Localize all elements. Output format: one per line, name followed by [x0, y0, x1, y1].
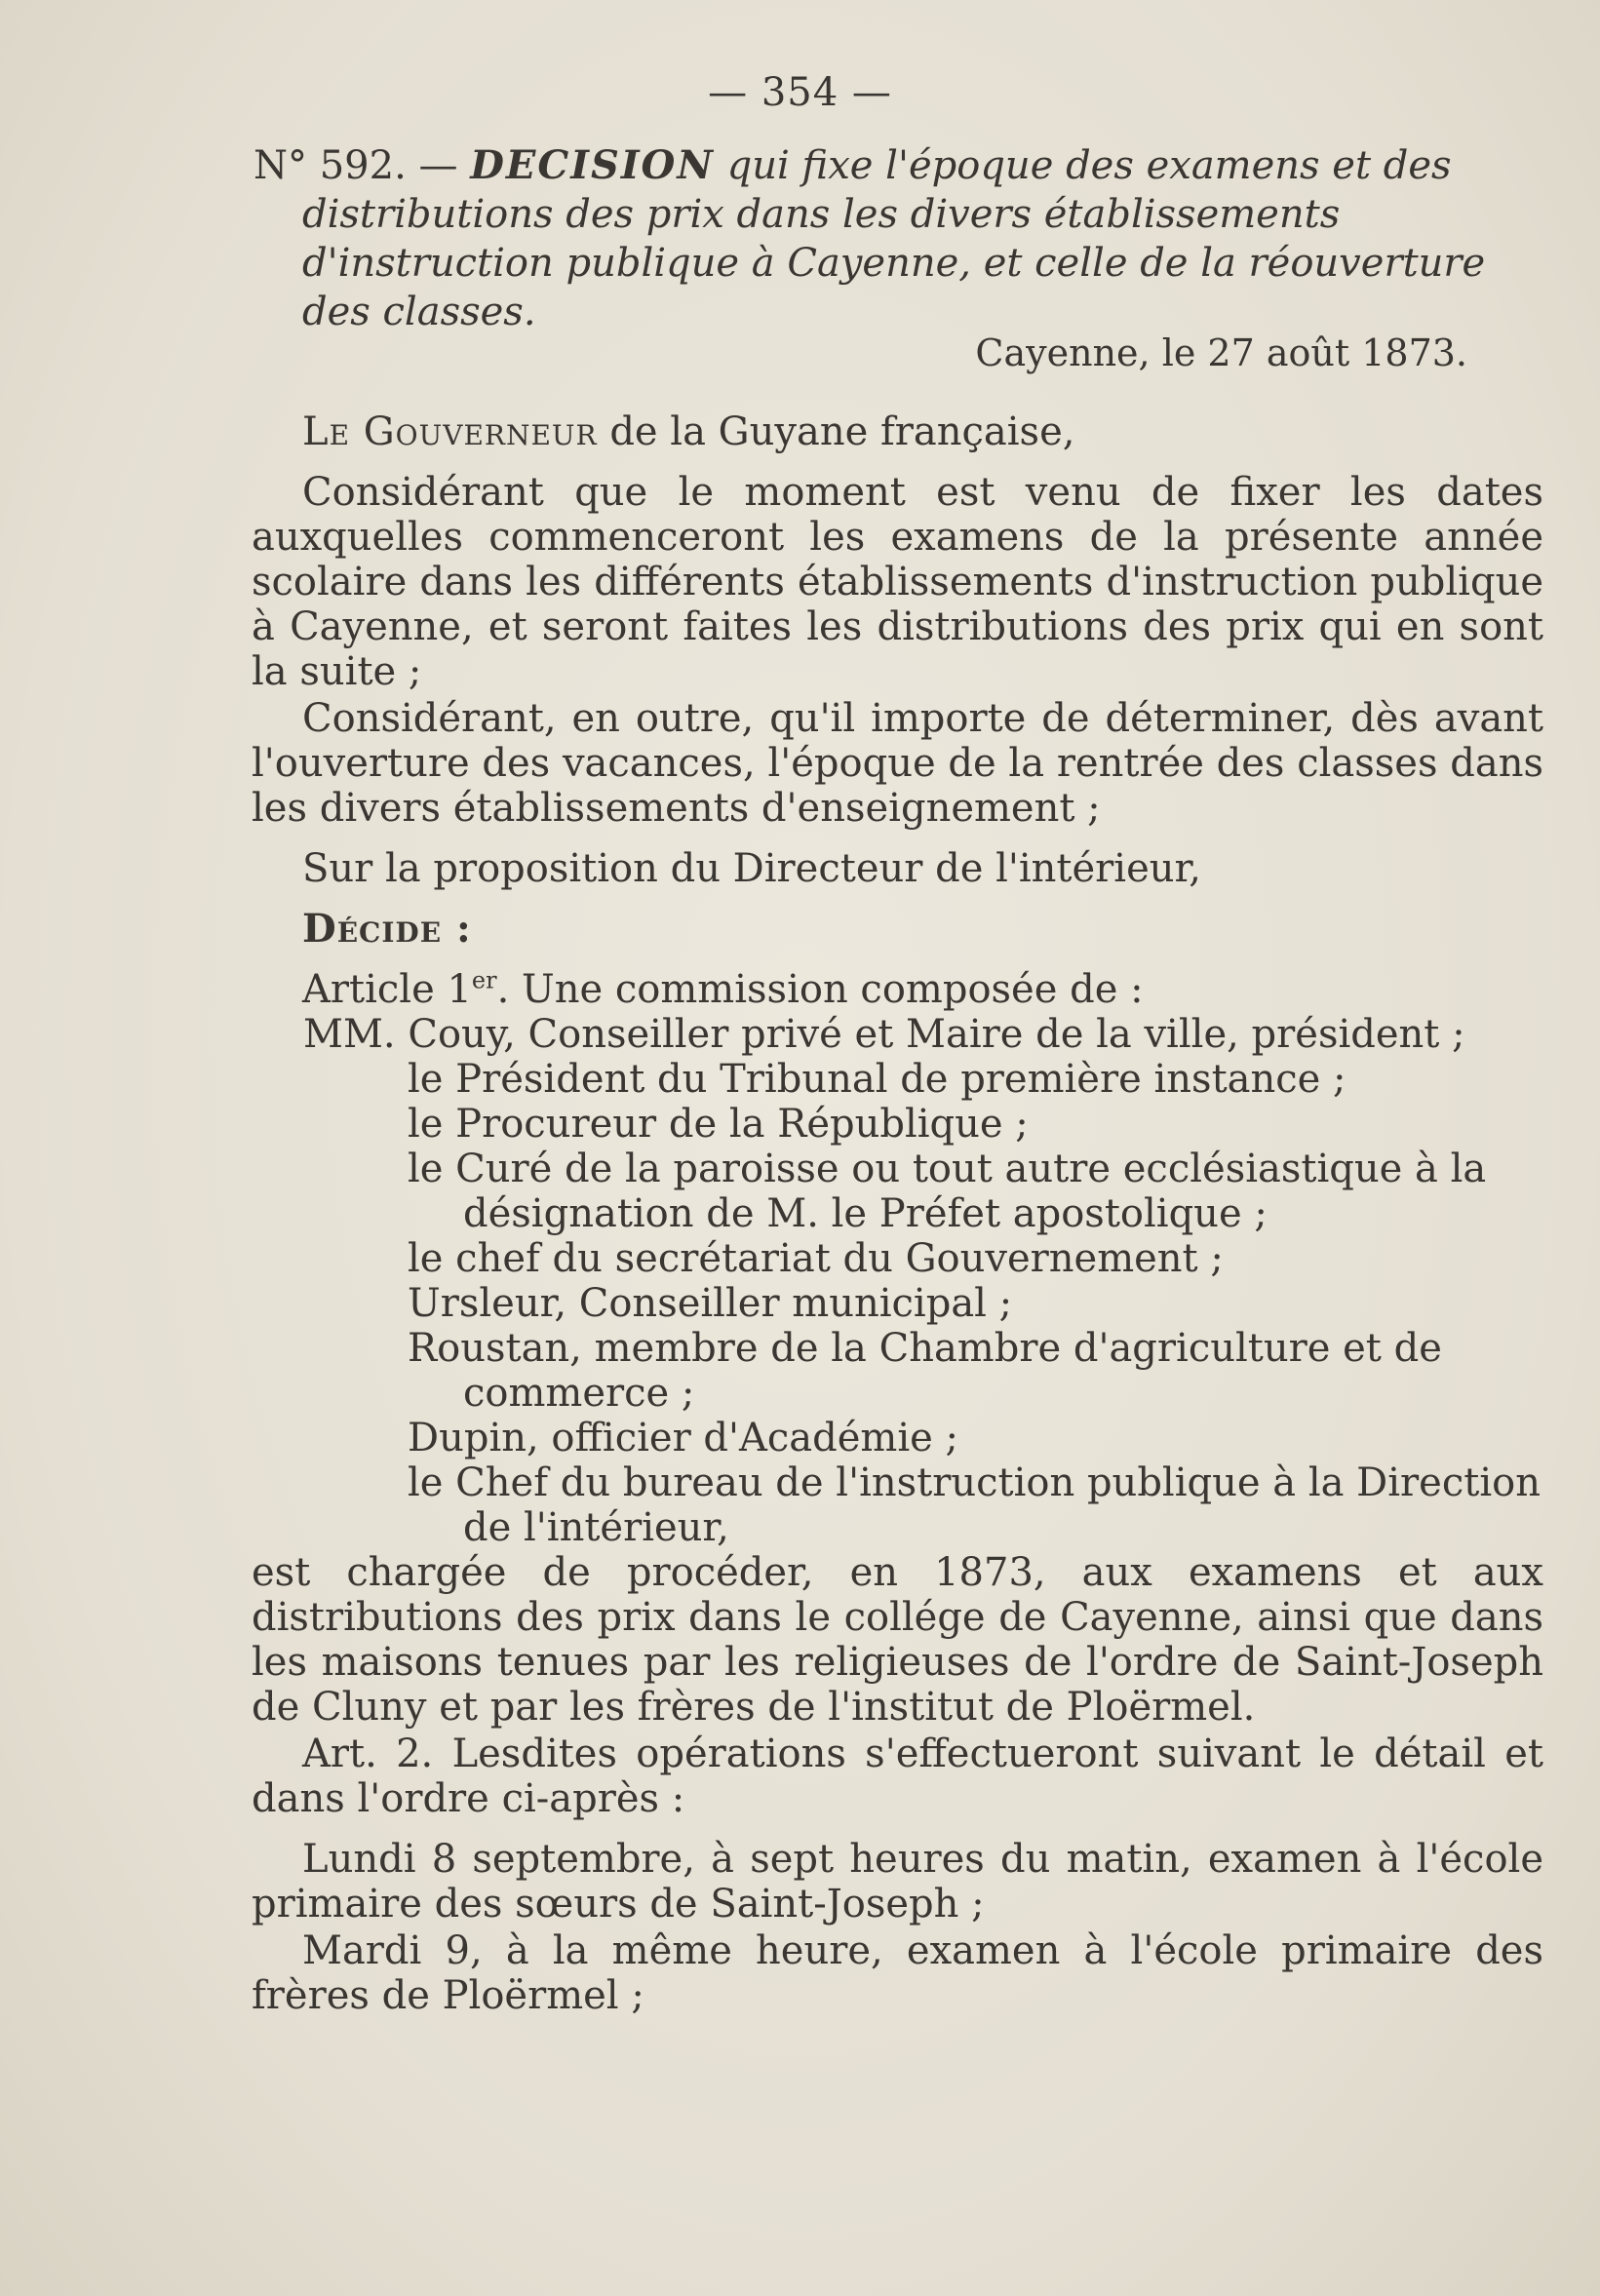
member-item: le Président du Tribunal de première instance ; — [408, 1057, 1346, 1102]
decision-number: N° 592. — — [254, 143, 458, 188]
dateline: Cayenne, le 27 août 1873. — [975, 331, 1467, 374]
commission-members — [252, 1012, 1543, 1550]
page-number: — 354 — — [708, 70, 892, 115]
considerant-paragraph-2: Considérant, en outre, qu'il importe de déterminer, dès avant l'ouverture des vacances, l'époque de la rentrée des classes dans les divers établissements d'enseignement ; — [252, 696, 1543, 831]
member-item: MM. Couy, Conseiller privé et Maire de la ville, président ; — [303, 1012, 1465, 1057]
member-item: le Procureur de la République ; — [408, 1102, 1029, 1147]
member-item: Ursleur, Conseiller municipal ; — [408, 1281, 1013, 1326]
decide-heading — [252, 907, 1543, 952]
decision-title — [254, 141, 1545, 336]
decision-keyword: DECISION — [470, 142, 715, 188]
article-1-sup: er — [471, 966, 497, 994]
proposition-paragraph: Sur la proposition du Directeur de l'intérieur, — [302, 846, 1201, 891]
member-item: le Chef du bureau de l'instruction publique à la Direction de l'intérieur, — [408, 1460, 1541, 1550]
article-2-paragraph: Art. 2. Lesdites opérations s'effectueront suivant le détail et dans l'ordre ci-après : — [252, 1732, 1543, 1821]
governor-rest: de la Guyane française, — [609, 409, 1075, 454]
governor-line — [252, 409, 1543, 454]
governor-title: Le Gouverneur — [302, 409, 598, 454]
decision-title-text: qui fixe l'époque des examens et des distributions des prix dans les divers établissements d'instruction publique à Cayenne, et celle de la réouverture des classes. — [302, 143, 1486, 334]
member-item: le Curé de la paroisse ou tout autre ecclésiastique à la désignation de M. le Préfet apostolique ; — [408, 1147, 1487, 1236]
article-1-text: . Une commission composée de : — [496, 967, 1144, 1012]
decide-label: Décide : — [302, 906, 472, 952]
considerant-paragraph-1: Considérant que le moment est venu de fixer les dates auxquelles commenceront les examens de la présente année scolaire dans les différents établissements d'instruction publique à Cayenne, et seront faites les distributions des prix qui en sont la suite ; — [252, 470, 1543, 694]
schedule-item-1: Lundi 8 septembre, à sept heures du matin, examen à l'école primaire des sœurs de Saint-Joseph ; — [252, 1837, 1543, 1926]
schedule-item-2: Mardi 9, à la même heure, examen à l'école primaire des frères de Ploërmel ; — [252, 1928, 1543, 2018]
article-1-continuation: est chargée de procéder, en 1873, aux examens et aux distributions des prix dans le collége de Cayenne, ainsi que dans les maisons tenues par les religieuses de l'ordre de Saint-Joseph de Cluny et par les frères de l'institut de Ploërmel. — [252, 1550, 1543, 1730]
member-item: Dupin, officier d'Académie ; — [408, 1416, 959, 1460]
member-item: le chef du secrétariat du Gouvernement ; — [408, 1236, 1224, 1281]
article-1-heading — [252, 967, 1543, 1012]
member-item: Roustan, membre de la Chambre d'agriculture et de commerce ; — [408, 1326, 1442, 1416]
article-1-label: Article 1 — [302, 967, 472, 1012]
document-body — [252, 409, 1543, 2018]
